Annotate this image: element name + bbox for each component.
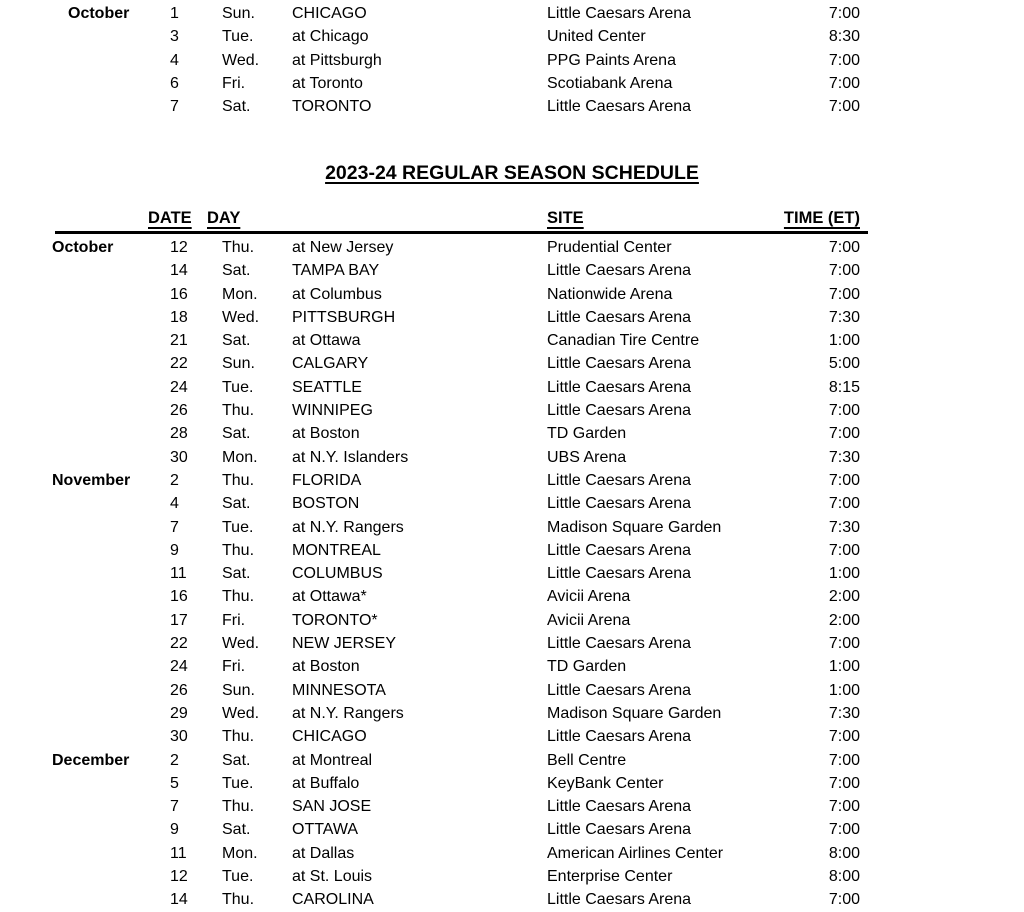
site-cell: Madison Square Garden <box>547 704 722 722</box>
table-row <box>52 539 860 562</box>
table-row <box>52 376 860 399</box>
day-cell: Sat. <box>222 821 251 839</box>
date-cell: 16 <box>170 588 188 606</box>
date-cell: 9 <box>170 541 179 559</box>
site-cell: Little Caesars Arena <box>547 5 692 22</box>
column-header-site: SITE <box>547 209 584 227</box>
month-cell <box>52 492 170 515</box>
month-cell <box>52 702 170 725</box>
opponent-cell: CHICAGO <box>292 728 367 746</box>
time-cell: 1:00 <box>828 332 860 350</box>
date-cell: 22 <box>170 635 188 653</box>
date-cell: 11 <box>170 565 187 583</box>
month-cell <box>52 25 170 48</box>
table-row <box>52 842 860 865</box>
time-cell: 7:00 <box>828 728 860 746</box>
site-cell: Bell Centre <box>547 751 627 769</box>
table-row <box>52 679 860 702</box>
site-cell: PPG Paints Arena <box>547 51 676 69</box>
site-cell: Enterprise Center <box>547 868 673 886</box>
month-cell <box>52 818 170 841</box>
day-cell: Sat. <box>222 565 251 583</box>
time-cell: 7:30 <box>828 448 860 466</box>
site-cell: Little Caesars Arena <box>547 402 692 420</box>
month-cell <box>52 772 170 795</box>
day-cell: Sat. <box>222 332 251 350</box>
day-cell: Thu. <box>222 471 255 489</box>
day-cell: Tue. <box>222 378 254 396</box>
time-cell: 7:00 <box>828 285 860 303</box>
time-cell: 7:00 <box>828 821 860 839</box>
date-cell: 16 <box>170 285 188 303</box>
month-cell <box>52 539 170 562</box>
opponent-cell: MINNESOTA <box>292 681 386 699</box>
month-cell <box>52 422 170 445</box>
table-row <box>52 585 860 608</box>
opponent-cell: SAN JOSE <box>292 798 372 816</box>
site-cell: Little Caesars Arena <box>547 308 692 326</box>
date-cell: 14 <box>170 262 188 280</box>
time-cell: 7:00 <box>828 471 860 489</box>
day-cell: Thu. <box>222 588 255 606</box>
time-cell: 1:00 <box>828 565 860 583</box>
site-cell: Little Caesars Arena <box>547 798 692 816</box>
table-row <box>52 72 860 95</box>
date-cell: 28 <box>170 425 188 443</box>
day-cell: Thu. <box>222 402 255 420</box>
site-cell: Avicii Arena <box>547 611 631 629</box>
site-cell: Little Caesars Arena <box>547 378 692 396</box>
day-cell: Tue. <box>222 774 254 792</box>
month-cell <box>52 72 170 95</box>
date-cell: 7 <box>170 798 179 816</box>
day-cell: Mon. <box>222 844 258 862</box>
opponent-cell: at Toronto <box>292 74 363 92</box>
month-cell <box>52 632 170 655</box>
month-cell <box>52 516 170 539</box>
day-cell: Mon. <box>222 285 258 303</box>
day-cell: Sun. <box>222 681 255 699</box>
column-header-date: DATE <box>148 209 192 227</box>
date-cell: 24 <box>170 378 188 396</box>
time-cell: 7:00 <box>828 541 860 559</box>
site-cell: American Airlines Center <box>547 844 724 862</box>
time-cell: 2:00 <box>828 588 860 606</box>
opponent-cell: at St. Louis <box>292 868 373 886</box>
site-cell: Little Caesars Arena <box>547 495 692 513</box>
date-cell: 5 <box>170 774 179 792</box>
site-cell: Little Caesars Arena <box>547 635 692 653</box>
site-cell: Little Caesars Arena <box>547 541 692 559</box>
table-row <box>52 562 860 585</box>
day-cell: Tue. <box>222 518 254 536</box>
month-cell: October <box>52 239 114 256</box>
time-cell: 8:30 <box>828 28 860 46</box>
day-cell: Thu. <box>222 891 255 909</box>
time-cell: 7:00 <box>828 239 860 256</box>
opponent-cell: at Dallas <box>292 844 355 862</box>
time-cell: 7:00 <box>828 635 860 653</box>
table-row <box>52 446 860 469</box>
day-cell: Wed. <box>222 704 260 722</box>
month-cell <box>52 259 170 282</box>
date-cell: 2 <box>170 751 179 769</box>
table-row <box>52 725 860 748</box>
time-cell: 7:00 <box>828 402 860 420</box>
opponent-cell: at Ottawa* <box>292 588 367 606</box>
date-cell: 4 <box>170 495 179 513</box>
regular-season-table <box>52 236 860 912</box>
opponent-cell: at Chicago <box>292 28 369 46</box>
site-cell: United Center <box>547 28 646 46</box>
table-row <box>52 632 860 655</box>
opponent-cell: at N.Y. Rangers <box>292 518 404 536</box>
site-cell: Little Caesars Arena <box>547 262 692 280</box>
time-cell: 2:00 <box>828 611 860 629</box>
month-cell <box>52 609 170 632</box>
date-cell: 12 <box>170 868 188 886</box>
time-cell: 7:30 <box>828 518 860 536</box>
date-cell: 21 <box>170 332 188 350</box>
day-cell: Thu. <box>222 798 255 816</box>
month-cell <box>52 795 170 818</box>
time-cell: 7:00 <box>828 495 860 513</box>
table-row <box>52 609 860 632</box>
time-cell: 8:00 <box>828 868 860 886</box>
column-header-time: TIME (ET) <box>783 209 860 227</box>
site-cell: Little Caesars Arena <box>547 728 692 746</box>
date-cell: 7 <box>170 98 179 116</box>
date-cell: 9 <box>170 821 179 839</box>
table-row <box>52 399 860 422</box>
month-cell <box>52 49 170 72</box>
time-cell: 7:00 <box>828 751 860 769</box>
opponent-cell: TAMPA BAY <box>292 262 380 280</box>
opponent-cell: at Buffalo <box>292 774 360 792</box>
table-row <box>52 283 860 306</box>
opponent-cell: at Columbus <box>292 285 382 303</box>
day-cell: Mon. <box>222 448 258 466</box>
header-rule <box>55 231 868 234</box>
column-header-day: DAY <box>207 209 241 227</box>
opponent-cell: at Boston <box>292 425 360 443</box>
day-cell: Tue. <box>222 868 254 886</box>
site-cell: Little Caesars Arena <box>547 565 692 583</box>
table-row <box>52 749 860 772</box>
opponent-cell: CHICAGO <box>292 5 367 22</box>
site-cell: Little Caesars Arena <box>547 98 692 116</box>
day-cell: Wed. <box>222 51 260 69</box>
table-row <box>52 469 860 492</box>
site-cell: Nationwide Arena <box>547 285 673 303</box>
opponent-cell: SEATTLE <box>292 378 362 396</box>
opponent-cell: at Montreal <box>292 751 373 769</box>
table-row <box>52 422 860 445</box>
table-row <box>52 49 860 72</box>
day-cell: Sat. <box>222 751 251 769</box>
day-cell: Sun. <box>222 5 255 22</box>
site-cell: TD Garden <box>547 658 627 676</box>
time-cell: 8:15 <box>828 378 860 396</box>
table-row <box>52 795 860 818</box>
month-cell <box>52 655 170 678</box>
site-cell: Little Caesars Arena <box>547 821 692 839</box>
opponent-cell: COLUMBUS <box>292 565 383 583</box>
table-row <box>52 888 860 911</box>
opponent-cell: NEW JERSEY <box>292 635 397 653</box>
date-cell: 6 <box>170 74 179 92</box>
date-cell: 18 <box>170 308 188 326</box>
site-cell: Little Caesars Arena <box>547 891 692 909</box>
site-cell: Little Caesars Arena <box>547 355 692 373</box>
date-cell: 1 <box>170 5 179 22</box>
time-cell: 5:00 <box>828 355 860 373</box>
month-cell <box>52 376 170 399</box>
date-cell: 7 <box>170 518 179 536</box>
day-cell: Sat. <box>222 98 251 116</box>
month-cell <box>52 329 170 352</box>
site-cell: UBS Arena <box>547 448 627 466</box>
opponent-cell: MONTREAL <box>292 541 381 559</box>
day-cell: Sat. <box>222 262 251 280</box>
date-cell: 26 <box>170 402 188 420</box>
table-row <box>52 772 860 795</box>
month-cell <box>52 399 170 422</box>
site-cell: Scotiabank Arena <box>547 74 673 92</box>
opponent-cell: OTTAWA <box>292 821 359 839</box>
time-cell: 7:00 <box>828 774 860 792</box>
table-row <box>52 236 860 259</box>
site-cell: Canadian Tire Centre <box>547 332 700 350</box>
day-cell: Sat. <box>222 425 251 443</box>
site-cell: Avicii Arena <box>547 588 631 606</box>
time-cell: 7:30 <box>828 704 860 722</box>
day-cell: Fri. <box>222 611 246 629</box>
day-cell: Wed. <box>222 308 260 326</box>
date-cell: 29 <box>170 704 188 722</box>
site-cell: Little Caesars Arena <box>547 681 692 699</box>
month-cell <box>52 888 170 911</box>
time-cell: 1:00 <box>828 681 860 699</box>
time-cell: 7:30 <box>828 308 860 326</box>
month-cell <box>52 679 170 702</box>
month-cell <box>52 562 170 585</box>
date-cell: 14 <box>170 891 188 909</box>
site-cell: Little Caesars Arena <box>547 471 692 489</box>
day-cell: Wed. <box>222 635 260 653</box>
opponent-cell: at Ottawa <box>292 332 361 350</box>
opponent-cell: at N.Y. Rangers <box>292 704 404 722</box>
day-cell: Thu. <box>222 541 255 559</box>
date-cell: 12 <box>170 239 188 256</box>
page-title <box>0 160 1024 186</box>
opponent-cell: TORONTO* <box>292 611 378 629</box>
table-row <box>52 306 860 329</box>
site-cell: Madison Square Garden <box>547 518 722 536</box>
opponent-cell: CALGARY <box>292 355 369 373</box>
time-cell: 7:00 <box>828 98 860 116</box>
day-cell: Thu. <box>222 728 255 746</box>
table-row <box>52 492 860 515</box>
opponent-cell: TORONTO <box>292 98 372 116</box>
opponent-cell: PITTSBURGH <box>292 308 396 326</box>
month-cell <box>52 306 170 329</box>
table-row <box>52 865 860 888</box>
day-cell: Sun. <box>222 355 255 373</box>
date-cell: 11 <box>170 844 187 862</box>
date-cell: 4 <box>170 51 179 69</box>
day-cell: Thu. <box>222 239 255 256</box>
date-cell: 2 <box>170 471 179 489</box>
month-cell: December <box>52 751 130 769</box>
month-cell <box>52 283 170 306</box>
table-row <box>52 329 860 352</box>
month-cell <box>52 585 170 608</box>
opponent-cell: BOSTON <box>292 495 360 513</box>
table-header-row <box>0 206 1024 231</box>
time-cell: 7:00 <box>828 51 860 69</box>
table-row <box>52 818 860 841</box>
table-row <box>52 95 860 118</box>
date-cell: 22 <box>170 355 188 373</box>
table-row <box>52 655 860 678</box>
month-cell <box>52 446 170 469</box>
opponent-cell: CAROLINA <box>292 891 374 909</box>
date-cell: 26 <box>170 681 188 699</box>
date-cell: 17 <box>170 611 188 629</box>
date-cell: 30 <box>170 728 188 746</box>
month-cell: October <box>68 5 130 22</box>
table-row <box>52 25 860 48</box>
date-cell: 3 <box>170 28 179 46</box>
opponent-cell: at N.Y. Islanders <box>292 448 409 466</box>
preseason-table <box>52 2 860 118</box>
time-cell: 7:00 <box>828 74 860 92</box>
month-cell <box>52 95 170 118</box>
site-cell: Prudential Center <box>547 239 672 256</box>
time-cell: 7:00 <box>828 798 860 816</box>
table-row <box>52 2 860 25</box>
month-cell: November <box>52 471 131 489</box>
page-title-text: 2023-24 REGULAR SEASON SCHEDULE <box>325 162 699 184</box>
table-row <box>52 352 860 375</box>
opponent-cell: at New Jersey <box>292 239 394 256</box>
table-row <box>52 702 860 725</box>
time-cell: 1:00 <box>828 658 860 676</box>
time-cell: 7:00 <box>828 891 860 909</box>
table-row <box>52 259 860 282</box>
site-cell: KeyBank Center <box>547 774 664 792</box>
month-cell <box>52 725 170 748</box>
month-cell <box>52 865 170 888</box>
opponent-cell: at Pittsburgh <box>292 51 382 69</box>
day-cell: Sat. <box>222 495 251 513</box>
time-cell: 8:00 <box>828 844 860 862</box>
opponent-cell: FLORIDA <box>292 471 362 489</box>
time-cell: 7:00 <box>828 262 860 280</box>
time-cell: 7:00 <box>828 425 860 443</box>
opponent-cell: at Boston <box>292 658 360 676</box>
time-cell: 7:00 <box>828 5 860 22</box>
month-cell <box>52 842 170 865</box>
day-cell: Fri. <box>222 74 246 92</box>
date-cell: 30 <box>170 448 188 466</box>
opponent-cell: WINNIPEG <box>292 402 373 420</box>
table-row <box>52 516 860 539</box>
date-cell: 24 <box>170 658 188 676</box>
day-cell: Tue. <box>222 28 254 46</box>
month-cell <box>52 352 170 375</box>
site-cell: TD Garden <box>547 425 627 443</box>
day-cell: Fri. <box>222 658 246 676</box>
